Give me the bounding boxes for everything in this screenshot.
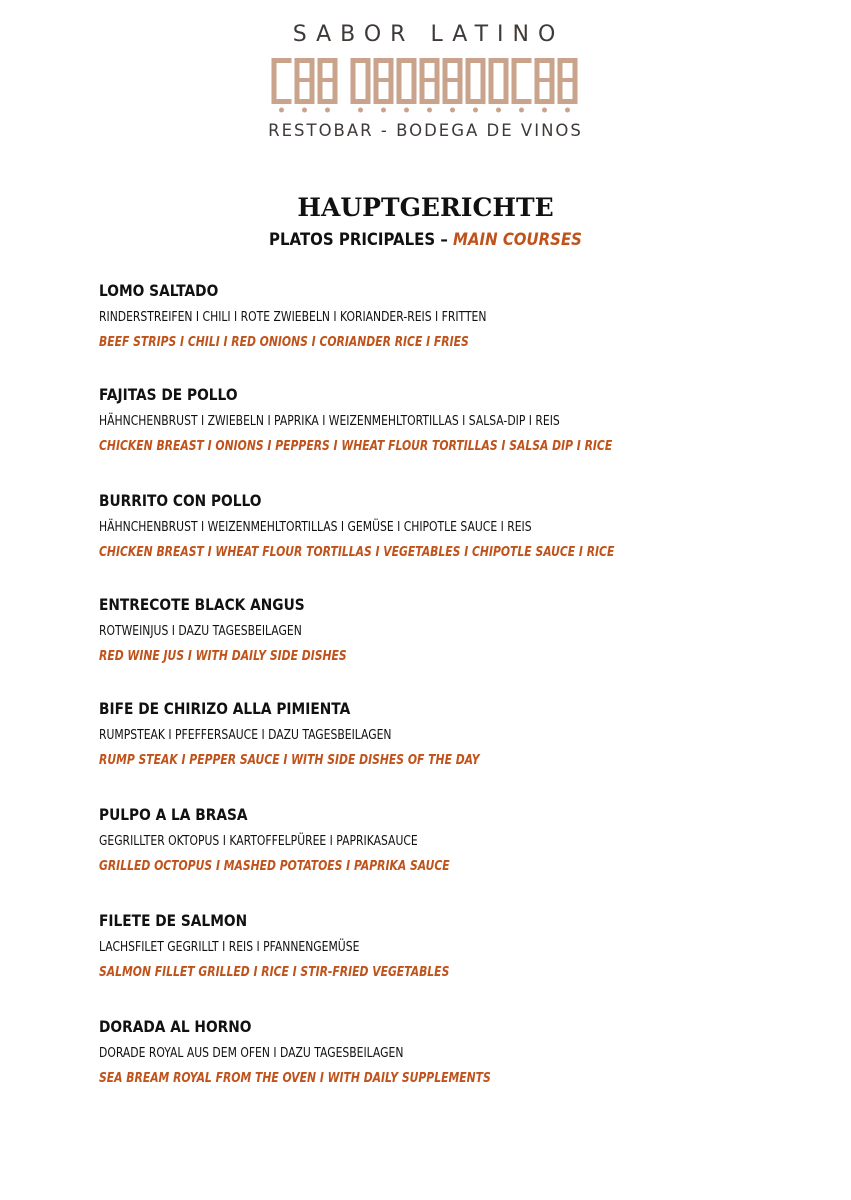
section-title: HAUPTGERICHTE — [297, 193, 554, 222]
dish-item — [99, 490, 819, 562]
section-subtitle-en: MAIN COURSES — [453, 230, 582, 250]
dish-name: BIFE DE CHIRIZO ALLA PIMIENTA — [99, 699, 351, 718]
dish-item — [99, 594, 819, 666]
dish-description-de: GEGRILLTER OKTOPUS I KARTOFFELPÜREE I PAPRIKASAUCE — [99, 833, 418, 849]
section-subtitle — [51, 229, 800, 251]
dish-description-en: SEA BREAM ROYAL FROM THE OVEN I WITH DAILY SUPPLEMENTS — [99, 1070, 491, 1086]
dish-description-de: HÄHNCHENBRUST I ZWIEBELN I PAPRIKA I WEIZENMEHLTORTILLAS I SALSA-DIP I REIS — [99, 413, 560, 429]
dish-item — [99, 280, 819, 352]
dish-item — [99, 1016, 819, 1088]
dish-description-de: LACHSFILET GEGRILLT I REIS I PFANNENGEMÜSE — [99, 939, 360, 955]
subtagline: RESTOBAR - BODEGA DE VINOS — [268, 121, 583, 140]
dish-item — [99, 384, 819, 456]
dish-description-en: CHICKEN BREAST I WHEAT FLOUR TORTILLAS I VEGETABLES I CHIPOTLE SAUCE I RICE — [99, 544, 615, 560]
dish-description-en: SALMON FILLET GRILLED I RICE I STIR-FRIED VEGETABLES — [99, 964, 450, 980]
section-heading — [0, 193, 851, 251]
dish-item — [99, 910, 819, 982]
section-subtitle-es: PLATOS PRICIPALES – — [269, 230, 448, 250]
menu-header — [0, 20, 851, 142]
dish-name: ENTRECOTE BLACK ANGUS — [99, 595, 305, 614]
dish-description-en: CHICKEN BREAST I ONIONS I PEPPERS I WHEAT FLOUR TORTILLAS I SALSA DIP I RICE — [99, 438, 613, 454]
dish-item — [99, 698, 819, 770]
dish-description-de: RINDERSTREIFEN I CHILI I ROTE ZWIEBELN I KORIANDER-REIS I FRITTEN — [99, 309, 487, 325]
dish-item — [99, 804, 819, 876]
las-campanitas-logo — [261, 54, 591, 116]
dish-name: FILETE DE SALMON — [99, 911, 248, 930]
dish-description-en: RUMP STEAK I PEPPER SAUCE I WITH SIDE DISHES OF THE DAY — [99, 752, 480, 768]
dish-description-de: DORADE ROYAL AUS DEM OFEN I DAZU TAGESBEILAGEN — [99, 1045, 404, 1061]
dish-description-de: RUMPSTEAK I PFEFFERSAUCE I DAZU TAGESBEILAGEN — [99, 727, 392, 743]
dish-description-en: BEEF STRIPS I CHILI I RED ONIONS I CORIANDER RICE I FRIES — [99, 334, 469, 350]
dish-name: FAJITAS DE POLLO — [99, 385, 238, 404]
dish-description-de: ROTWEINJUS I DAZU TAGESBEILAGEN — [99, 623, 302, 639]
dish-name: DORADA AL HORNO — [99, 1017, 252, 1036]
dish-name: PULPO A LA BRASA — [99, 805, 248, 824]
tagline: SABOR LATINO — [292, 22, 565, 47]
dish-name: BURRITO CON POLLO — [99, 491, 262, 510]
dish-name: LOMO SALTADO — [99, 281, 219, 300]
dish-description-en: GRILLED OCTOPUS I MASHED POTATOES I PAPRIKA SAUCE — [99, 858, 450, 874]
dish-description-de: HÄHNCHENBRUST I WEIZENMEHLTORTILLAS I GEMÜSE I CHIPOTLE SAUCE I REIS — [99, 519, 532, 535]
dish-description-en: RED WINE JUS I WITH DAILY SIDE DISHES — [99, 648, 347, 664]
